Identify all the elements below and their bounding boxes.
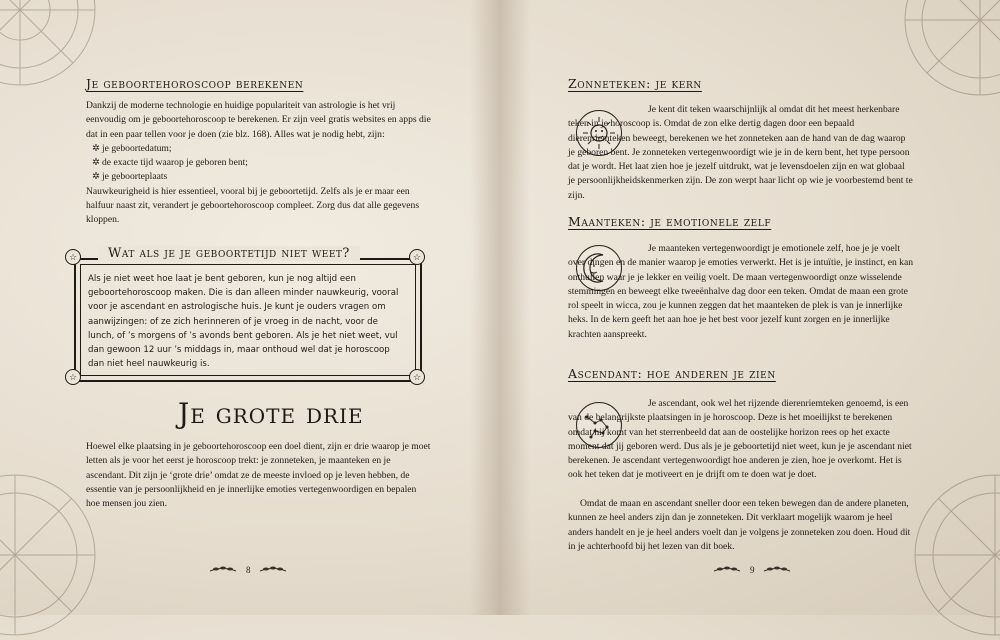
- sprig-ornament-icon: [712, 564, 742, 578]
- pentagram-ornament-icon: ☆: [409, 369, 425, 385]
- page-number: 8: [246, 565, 251, 575]
- info-box-text: Als je niet weet hoe laat je bent geboren, kun je nog altijd een geboortehoroscoop maken. Die is dan alleen minder nauwkeurig, vooral voor je ascendant en astrologische huis. Je kunt je ouders vragen om aanwijzingen: of ze zich herinneren of je vroeg in de nacht, voor de lunch, of ’s morgens of ’s avonds bent geboren. Als je het niet weet, vul dan gewoon 12 uur ’s middags in, maar onthoud wel dat je horoscoop dan niet heel nauwkeurig is.: [88, 274, 399, 370]
- list-item: ✲ de exacte tijd waarop je geboren bent;: [86, 156, 431, 170]
- pentagram-ornament-icon: ☆: [409, 249, 425, 265]
- pentagram-ornament-icon: ☆: [65, 249, 81, 265]
- list-item: ✲ je geboorteplaats: [86, 170, 431, 184]
- section-heading-moon-sign: Maanteken: je emotionele zelf: [568, 214, 772, 229]
- star-bullet-icon: ✲: [92, 142, 101, 154]
- sprig-ornament-icon: [762, 564, 792, 578]
- requirements-list: [86, 142, 431, 185]
- pentagram-ornament-icon: ☆: [65, 369, 81, 385]
- ascendant-body: Je ascendant, ook wel het rijzende dierenriemteken genoemd, is een van de belangrijkste plaatsingen in je horoscoop. Deze is het moeilijkst te berekenen omdat hij komt van het sterrenbeeld dat aan de oostelijke horizon rees op het exacte moment dat jij geboren werd. Dus als je je geboortetijd niet weet, kun je je ascendant niet berekenen. Je ascendant vertegenwoordigt hoe anderen je zien, hoe je overkomt. Het is ook het teken dat je motiveert en je drijft om te doen wat je doet.: [568, 398, 912, 481]
- star-bullet-icon: ✲: [92, 171, 101, 183]
- section-heading-ascendant: Ascendant: hoe anderen je zien: [568, 366, 776, 381]
- sun-sign-body: Je kent dit teken waarschijnlijk al omdat dit het meest herkenbare teken in je horoscoop is. Omdat de zon elke dertig dagen door een bepaald dierenriemteken beweegt, berekenen we het zonneteken aan de hand van de dag waarop je geboren bent. Je zonneteken vertegenwoordigt wie je in de kern bent, het type persoon dat je wordt. Het laat zien hoe je jezelf uitdrukt, wat je levensdoelen zijn en wat globaal je persoonlijkheidskenmerken zijn. De zon werpt haar licht op wie je voorbestemd bent te zijn.: [568, 104, 913, 201]
- sprig-ornament-icon: [258, 564, 288, 578]
- birth-chart-intro: Dankzij de moderne technologie en huidige populariteit van astrologie is het vrij eenvoudig om je geboortehoroscoop te berekenen. Er zijn veel gratis websites en apps die dat in een paar tellen voor je doen (zie blz. 168). Alles wat je nodig hebt, zijn:: [86, 100, 431, 140]
- info-box: [74, 246, 422, 382]
- right-page: [500, 0, 1000, 615]
- big-three-title: Je grote drie: [178, 397, 364, 430]
- info-box-title: Wat als je je geboortetijd niet weet?: [98, 246, 360, 261]
- moon-sign-body: Je maanteken vertegenwoordigt je emotionele zelf, hoe je je voelt over dingen en de manier waarop je emoties verwerkt. Het is je intuïtie, je instinct, en kan onthullen waar je je lekker en veilig voelt. De maan vertegenwoordigt onze wisselende stemmingen en beweegt elke tweeënhalve dag door een teken. Omdat de maan een grote rol speelt in wicca, zou je kunnen zeggen dat het maanteken de plek is van je innerlijke heks. In de kern geeft het aan hoe je het best voor jezelf kunt zorgen en je innerlijke krachten aanspreekt.: [568, 243, 913, 340]
- left-page: [0, 0, 500, 615]
- section-heading-birth-chart: Je geboortehoroscoop berekenen: [86, 76, 304, 91]
- section-heading-sun-sign: Zonneteken: je kern: [568, 76, 702, 91]
- list-item: ✲ je geboortedatum;: [86, 142, 431, 156]
- sprig-ornament-icon: [208, 564, 238, 578]
- ascendant-body-extra: Omdat de maan en ascendant sneller door een teken bewegen dan de andere planeten, kunnen ze heel anders zijn dan je zonneteken. Dit verklaart mogelijk waarom je heel anders handelt en je je heel anders voelt dan je volgens je zonneteken zou doen. Houd dit in je achterhoofd bij het lezen van dit boek.: [568, 498, 911, 552]
- star-bullet-icon: ✲: [92, 157, 101, 169]
- big-three-body: Hoewel elke plaatsing in je geboortehoroscoop een doel dient, zijn er drie waarop je moet letten als je voor het eerst je horoscoop trekt: je zonneteken, je maanteken en je ascendant. Dit zijn je ‘grote drie’ omdat ze de meeste invloed op je leven hebben, de essentie van je persoonlijkheid en je innerlijke emoties vertegenwoordigen en bepalen hoe mensen jou zien.: [86, 441, 431, 510]
- accuracy-note: Nauwkeurigheid is hier essentieel, vooral bij je geboortetijd. Zelfs als je er maar een halfuur naast zit, verandert je geboortehoroscoop compleet. Zorg dus dat alle gegevens kloppen.: [86, 185, 420, 226]
- page-number: 9: [750, 565, 755, 575]
- birth-chart-body: [86, 99, 431, 228]
